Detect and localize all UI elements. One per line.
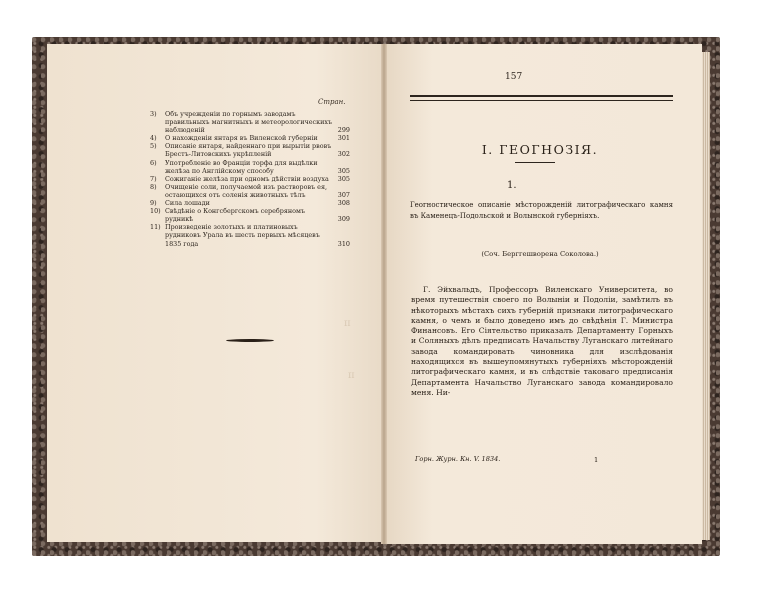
toc-item xyxy=(150,199,350,207)
book-gutter xyxy=(381,44,387,544)
toc-item-number: 6) xyxy=(150,158,157,167)
toc-item-number: 5) xyxy=(150,142,157,151)
bleed-through-mark: ɪɪ xyxy=(344,318,351,329)
ornament-divider xyxy=(226,339,274,342)
page-footer: Горн. Журн. Кн. V. 1834. xyxy=(415,455,501,463)
toc-item-page: 305 xyxy=(337,174,350,183)
toc-item xyxy=(150,183,350,199)
toc-item xyxy=(150,207,350,223)
toc-item-text: Объ учрежденіи по горнымъ заводамъ правильныхъ магнитныхъ и метеорологическихъ наблюденій xyxy=(165,110,333,135)
toc-item-number: 4) xyxy=(150,134,157,143)
toc-item-page: 299 xyxy=(337,126,350,135)
article-body: Г. Эйхвальдъ, Профессоръ Виленскаго Университета, во время путешествія своего по Волыніи и Подоліи, замѣтилъ въ нѣкоторыхъ мѣстахъ сихъ губерній признаки литографическаго камня, о чемъ и было доведено имъ до свѣдѣнія Г. Министра Финансовъ. Его Сіятельство приказалъ Департаменту Горныхъ и Соляныхъ дѣлъ предписать Начальству Луганскаго литейнаго завода командировать чиновника для изслѣдованія находящихся въ вышеупомянутыхъ губерніяхъ мѣсторожденій литографическаго камня, и въ слѣдствіе таковаго предписанія Департамента Начальство Луганскаго завода командировало меня. Ни- xyxy=(411,285,673,397)
toc-item-text: Сожиганіе желѣза при одномъ дѣйствіи воздуха xyxy=(165,174,329,183)
toc-item-text: Сила лошади xyxy=(165,199,210,208)
section-title: I. ГЕОГНОЗІЯ. xyxy=(481,142,599,157)
toc-item-text: Произведеніе золотыхъ и платиновыхъ рудниковъ Урала въ шесть первыхъ мѣсяцевъ 1835 года xyxy=(165,223,320,248)
toc-item-page: 301 xyxy=(337,134,350,143)
toc-item-number: 10) xyxy=(150,207,161,216)
toc-item xyxy=(150,134,350,142)
toc-header: Стран. xyxy=(318,98,346,106)
article-title: Геогностическое описаніе мѣсторожденій литографическаго камня въ Каменецъ-Подольской и Волынской губерніяхъ. xyxy=(410,201,673,220)
signature-mark: 1 xyxy=(594,456,599,464)
table-of-contents xyxy=(150,110,350,248)
toc-item-number: 3) xyxy=(150,110,157,118)
page-edges xyxy=(702,52,710,540)
toc-item-page: 302 xyxy=(337,150,350,159)
toc-item-number: 11) xyxy=(150,223,161,232)
toc-item-page: 308 xyxy=(337,199,350,208)
toc-item-text: Свѣдѣніе о Конгсбергскомъ серебряномъ рудникѣ xyxy=(165,207,306,224)
header-rule xyxy=(410,95,673,101)
toc-item-text: О нахожденіи янтаря въ Виленской губерніи xyxy=(165,134,318,143)
article-author: (Соч. Берггешворена Соколова.) xyxy=(481,250,599,258)
page-number: 157 xyxy=(505,72,523,82)
toc-item-text: Описаніе янтаря, найденнаго при вырытіи рвовъ Брестъ-Литовскихъ укрѣпленій xyxy=(165,142,332,159)
toc-item xyxy=(150,142,350,158)
toc-item xyxy=(150,110,350,134)
toc-item-page: 307 xyxy=(337,190,350,199)
toc-item-number: 7) xyxy=(150,174,157,183)
toc-item-number: 9) xyxy=(150,199,157,208)
toc-item-page: 305 xyxy=(337,166,350,175)
toc-item xyxy=(150,223,350,247)
toc-item xyxy=(150,159,350,175)
toc-item-number: 8) xyxy=(150,182,157,191)
section-divider xyxy=(515,162,555,163)
toc-item-text: Употребленіе во Франціи торфа для выдѣлки желѣза по Англійскому способу xyxy=(165,158,318,175)
article-number: 1. xyxy=(507,180,517,191)
toc-item-text: Очищеніе соли, получаемой изъ растворовъ ея, остающихся отъ соленія животныхъ тѣлъ xyxy=(165,182,328,199)
toc-item xyxy=(150,175,350,183)
toc-item-page: 310 xyxy=(337,239,350,248)
bleed-through-mark: ɪɪ xyxy=(348,370,355,381)
toc-item-page: 309 xyxy=(337,215,350,224)
